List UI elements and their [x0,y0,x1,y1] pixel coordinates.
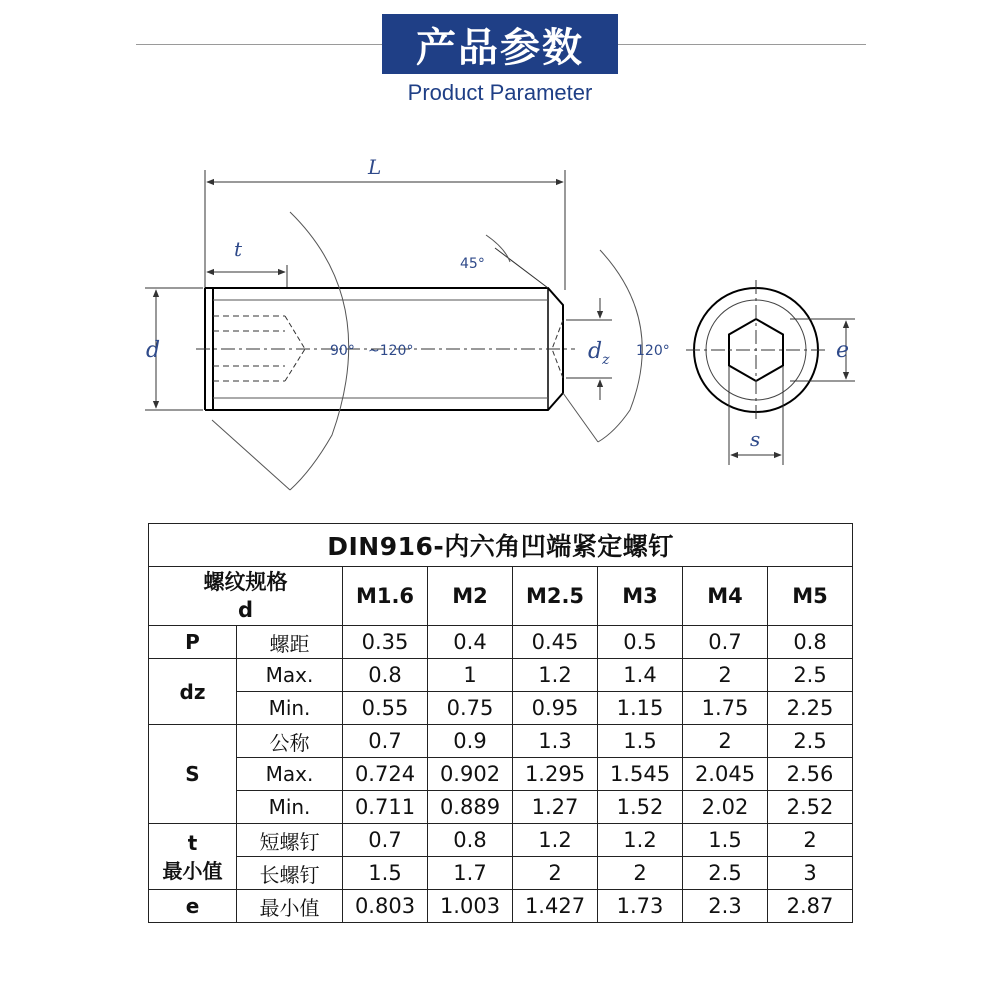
table-cell: 0.8 [343,659,428,692]
screw-end-view [686,280,855,465]
table-cell: 0.35 [343,626,428,659]
table-cell: 2.25 [768,692,853,725]
size-header: M5 [768,567,853,626]
table-cell: 1.2 [513,824,598,857]
table-cell: 0.45 [513,626,598,659]
header-rule-left [136,44,382,45]
row-label-t: t 最小值 [149,824,237,890]
table-cell: 1.15 [598,692,683,725]
row-sublabel: 最小值 [237,890,343,923]
table-row [149,692,853,725]
table-cell: 3 [768,857,853,890]
table-cell: 1.3 [513,725,598,758]
table-cell: 0.7 [683,626,768,659]
label-L: L [368,155,382,179]
table-cell: 1.52 [598,791,683,824]
row-sublabel: Max. [237,659,343,692]
table-cell: 0.4 [428,626,513,659]
size-header: M3 [598,567,683,626]
table-cell: 0.95 [513,692,598,725]
label-t: t [234,237,243,261]
size-header: M4 [683,567,768,626]
table-cell: 1.2 [513,659,598,692]
row-sublabel: Min. [237,692,343,725]
row-label-e: e [149,890,237,923]
table-cell: 1.295 [513,758,598,791]
label-d: d [146,338,161,363]
table-cell: 2 [768,824,853,857]
table-cell: 1.5 [343,857,428,890]
table-cell: 1 [428,659,513,692]
table-cell: 0.7 [343,824,428,857]
parameter-table [148,523,853,923]
table-cell: 2.5 [768,725,853,758]
table-cell: 1.5 [598,725,683,758]
size-header: M2.5 [513,567,598,626]
table-cell: 1.545 [598,758,683,791]
table-cell: 2.3 [683,890,768,923]
row-sublabel: 公称 [237,725,343,758]
table-cell: 2.5 [768,659,853,692]
table-cell: 1.4 [598,659,683,692]
label-120-outer: 120° [636,343,670,359]
table-cell: 0.9 [428,725,513,758]
row-label-S: S [149,725,237,824]
table-cell: 2 [683,659,768,692]
table-cell: 1.73 [598,890,683,923]
table-cell: 0.724 [343,758,428,791]
label-120-inner: ~120° [368,343,414,359]
label-s: s [750,427,761,451]
diameter-dimension [145,288,203,410]
table-cell: 0.803 [343,890,428,923]
row-label-dz: dz [149,659,237,725]
label-45: 45° [460,256,485,272]
table-cell: 2.045 [683,758,768,791]
table-row [149,758,853,791]
table-cell: 1.5 [683,824,768,857]
label-90: 90° [330,343,355,359]
label-e: e [836,338,850,363]
table-cell: 1.27 [513,791,598,824]
page-subtitle: Product Parameter [407,80,593,105]
table-cell: 1.003 [428,890,513,923]
spec-label: 螺纹规格 d [149,567,343,626]
table-cell: 0.711 [343,791,428,824]
table-row [149,659,853,692]
table-cell: 2.87 [768,890,853,923]
table-cell: 0.5 [598,626,683,659]
row-sublabel: 螺距 [237,626,343,659]
table-cell: 2.02 [683,791,768,824]
header-rule-right [618,44,866,45]
table-cell: 0.8 [768,626,853,659]
table-row [149,725,853,758]
table-cell: 0.7 [343,725,428,758]
table-cell: 2 [683,725,768,758]
table-cell: 0.889 [428,791,513,824]
row-sublabel: 长螺钉 [237,857,343,890]
table-header-row [149,567,853,626]
table-row [149,791,853,824]
table-cell: 2.56 [768,758,853,791]
table-row [149,890,853,923]
table-cell: 1.427 [513,890,598,923]
table-cell: 0.55 [343,692,428,725]
row-sublabel: Min. [237,791,343,824]
table-cell: 1.7 [428,857,513,890]
row-label-P: P [149,626,237,659]
table-cell: 1.2 [598,824,683,857]
table-cell: 2 [598,857,683,890]
row-sublabel: Max. [237,758,343,791]
table-row [149,857,853,890]
table-cell: 2.5 [683,857,768,890]
row-sublabel: 短螺钉 [237,824,343,857]
table-cell: 0.75 [428,692,513,725]
table-cell: 1.75 [683,692,768,725]
table-row [149,824,853,857]
table-cell: 2 [513,857,598,890]
table-cell: 0.8 [428,824,513,857]
page-title: 产品参数 [382,14,618,74]
label-dz: $d_z$ [588,339,610,368]
table-title: DIN916-内六角凹端紧定螺钉 [149,524,853,567]
size-header: M2 [428,567,513,626]
table-cell: 2.52 [768,791,853,824]
length-dimension [205,155,565,290]
size-header: M1.6 [343,567,428,626]
table-cell: 0.902 [428,758,513,791]
set-screw-drawing [0,140,1000,510]
table-row [149,626,853,659]
